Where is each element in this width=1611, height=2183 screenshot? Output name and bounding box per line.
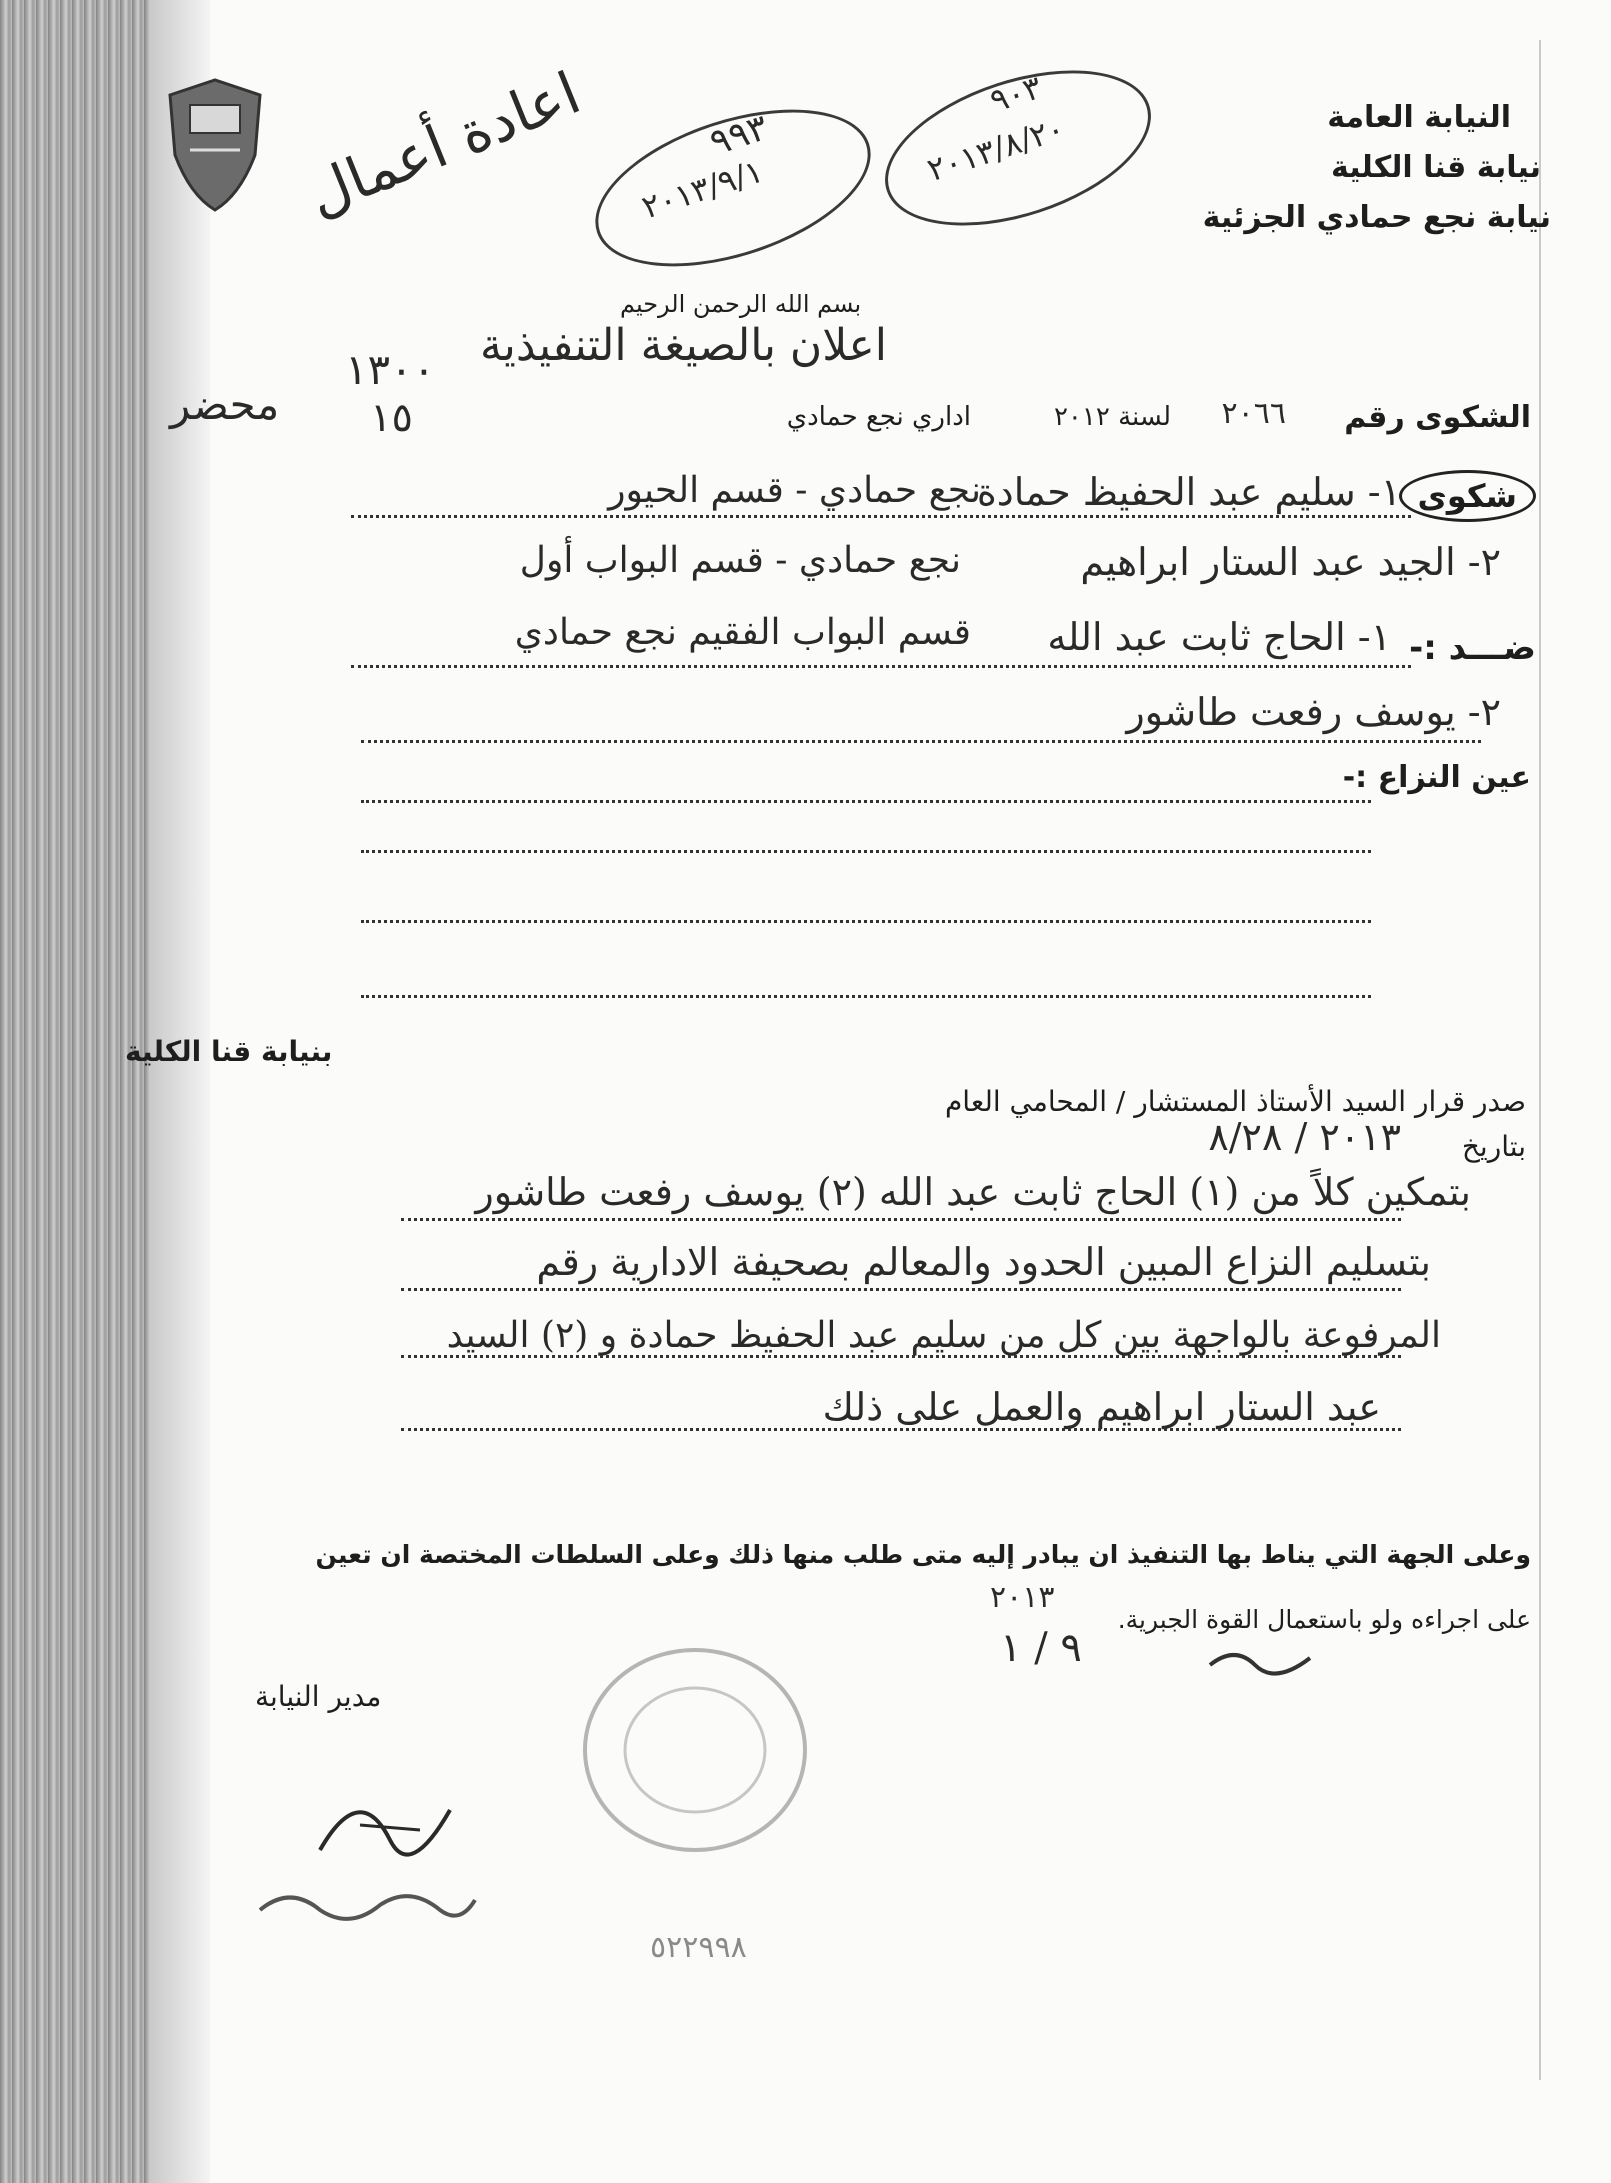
scan-binding-strip — [0, 0, 150, 2183]
header-line-3: نيابة نجع حمادي الجزئية — [1202, 200, 1551, 235]
decision-office: بنيابة قنا الكلية — [125, 1035, 333, 1068]
bottom-serial-number: ٥٢٢٩٩٨ — [650, 1930, 747, 1965]
scan-right-edge — [1539, 40, 1541, 2080]
header-line-1: النيابة العامة — [1327, 100, 1511, 135]
decision-dotted-line-4 — [401, 1428, 1401, 1431]
scan-binding-shadow — [150, 0, 210, 2183]
complaint-year: لسنة ٢٠١٢ — [1053, 402, 1171, 432]
basmala: بسم الله الرحمن الرحيم — [620, 290, 862, 318]
stamp-1-number: ٩٩٣ — [705, 107, 773, 164]
defendants-dotted-line-2 — [361, 740, 1481, 743]
decision-dotted-line-1 — [401, 1218, 1401, 1221]
dispute-dotted-line-3 — [361, 920, 1371, 923]
handwritten-word-mahdar: محضر — [170, 380, 280, 429]
decision-dotted-line-2 — [401, 1288, 1401, 1291]
official-seal — [575, 1640, 815, 1860]
stamp-2-number: ٩٠٣ — [985, 67, 1047, 121]
complainants-label: شكوى — [1399, 470, 1536, 522]
decision-dotted-line-3 — [401, 1355, 1401, 1358]
handwritten-sign-date-bottom: ٩ / ١ — [1000, 1625, 1082, 1671]
handwritten-initial-stroke — [1205, 1640, 1315, 1680]
defendant-2-name: ٢- يوسف رفعت طاشور — [1126, 690, 1501, 734]
decision-text: صدر قرار السيد الأستاذ المستشار / المحامي العام — [944, 1085, 1526, 1118]
complainant-1-name: ١- سليم عبد الحفيظ حمادة — [976, 470, 1401, 514]
complaint-number-label: الشكوى رقم — [1344, 400, 1531, 435]
handwritten-number-bottom: ١٥ — [370, 395, 413, 441]
prosecution-shield-logo — [160, 75, 270, 215]
manager-signature — [300, 1770, 470, 1890]
decision-date-value: ٢٠١٣ / ٨/٢٨ — [1208, 1115, 1401, 1159]
complainants-dotted-line-1 — [351, 515, 1411, 518]
handwritten-number-top: ١٣٠٠ — [345, 345, 436, 394]
enforcement-line-2: على اجراءه ولو باستعمال القوة الجبرية. — [1117, 1605, 1531, 1634]
complainant-2-address: نجع حمادي - قسم البواب أول — [519, 540, 961, 581]
manager-label: مدير النيابة — [255, 1680, 382, 1713]
complaint-type: اداري نجع حمادي — [786, 402, 971, 432]
decision-handwritten-line-2: بتسليم النزاع المبين الحدود والمعالم بصحيفة الادارية رقم — [536, 1240, 1431, 1284]
manager-name-stamp — [250, 1880, 480, 1930]
enforcement-line-1: وعلى الجهة التي يناط بها التنفيذ ان يبادر إليه متى طلب منها ذلك وعلى السلطات المختصة ان تعين — [315, 1540, 1531, 1569]
complainant-1-address: نجع حمادي - قسم الحيور — [608, 470, 981, 511]
decision-handwritten-line-3: المرفوعة بالواجهة بين كل من سليم عبد الحفيظ حمادة و (٢) السيد — [446, 1315, 1441, 1356]
stamp-1-date: ٢٠١٣/٩/١ — [637, 151, 768, 227]
dispute-dotted-line-2 — [361, 850, 1371, 853]
handwritten-diagonal-note: اعادة أعمال — [297, 58, 590, 230]
decision-handwritten-line-1: بتمكين كلاً من (١) الحاج ثابت عبد الله (٢) يوسف رفعت طاشور — [475, 1170, 1471, 1214]
decision-date-label: بتاريخ — [1461, 1130, 1526, 1163]
header-line-2: نيابة قنا الكلية — [1331, 150, 1541, 185]
stamp-2-date: ٢٠١٣/٨/٢٠ — [922, 109, 1070, 189]
defendants-label: ضـــد :- — [1409, 628, 1536, 668]
handwritten-title: اعلان بالصيغة التنفيذية — [480, 320, 887, 371]
dispute-dotted-line-4 — [361, 995, 1371, 998]
defendant-1-name: ١- الحاج ثابت عبد الله — [1047, 615, 1391, 659]
complaint-number-value: ٢٠٦٦ — [1221, 396, 1286, 431]
defendant-1-address: قسم البواب الفقيم نجع حمادي — [514, 612, 971, 653]
decision-handwritten-line-4: عبد الستار ابراهيم والعمل على ذلك — [822, 1385, 1381, 1429]
dispute-dotted-line-1 — [361, 800, 1371, 803]
defendants-dotted-line-1 — [351, 665, 1411, 668]
dispute-label: عين النزاع :- — [1342, 760, 1531, 795]
handwritten-sign-date-top: ٢٠١٣ — [990, 1580, 1055, 1615]
complainant-2-name: ٢- الجيد عبد الستار ابراهيم — [1080, 540, 1501, 584]
